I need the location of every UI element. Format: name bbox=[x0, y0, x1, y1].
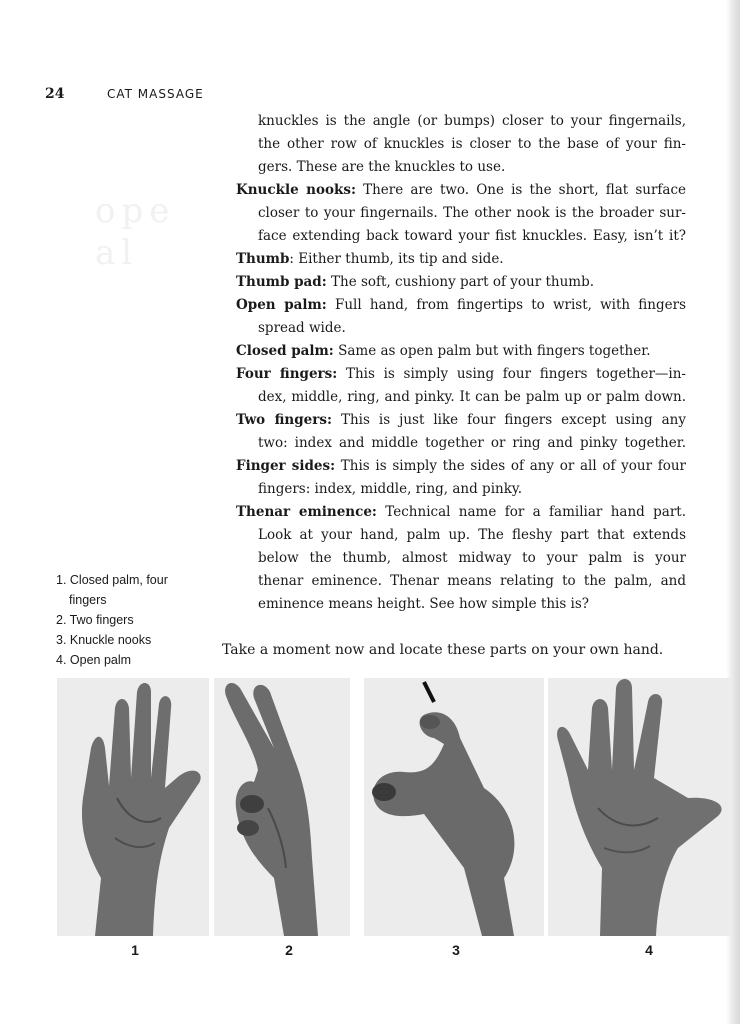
glossary-entry-open-palm bbox=[236, 294, 686, 317]
glossary-entry-two-fingers bbox=[236, 409, 686, 432]
text-line: gers. These are the knuckles to use. bbox=[258, 159, 506, 175]
text-line: thenar eminence. Thenar means relating to the palm, and bbox=[258, 573, 686, 589]
glossary-entry-thumb: Thumb: Either thumb, its tip and side. bbox=[236, 251, 504, 267]
text-line: below the thumb, almost midway to your palm is your bbox=[258, 550, 686, 566]
glossary-entry-thumb-pad bbox=[236, 271, 686, 294]
text-line: closer to your fingernails. The other nook is the broader sur- bbox=[258, 205, 686, 221]
photo-knuckle-nooks bbox=[364, 678, 544, 936]
figure-number: 2 bbox=[285, 942, 293, 958]
text-line: fingers: index, middle, ring, and pinky. bbox=[258, 481, 523, 497]
text-line: the other row of knuckles is closer to the base of your fin- bbox=[258, 136, 686, 152]
text-line: Look at your hand, palm up. The fleshy part that extends bbox=[258, 527, 686, 543]
open-palm-hand-icon bbox=[548, 678, 732, 936]
figure-number: 3 bbox=[452, 942, 460, 958]
photo-open-palm bbox=[548, 678, 732, 936]
glossary-text bbox=[236, 110, 686, 616]
figure-caption-list bbox=[56, 570, 206, 670]
figure-number: 1 bbox=[131, 942, 139, 958]
glossary-entry-knuckle-nooks bbox=[236, 179, 686, 202]
text-line: two: index and middle together or ring and pinky together. bbox=[258, 435, 686, 451]
two-fingers-hand-icon bbox=[214, 678, 350, 936]
caption-item: 3. Knuckle nooks bbox=[56, 633, 152, 647]
definition-text: This is just like four fingers except using any bbox=[340, 412, 686, 428]
term-four-fingers: Four fingers: bbox=[236, 366, 338, 382]
glossary-entry-finger-sides bbox=[236, 455, 686, 478]
caption-item: 1. Closed palm, four bbox=[56, 573, 168, 587]
text-line: eminence means height. See how simple this is? bbox=[258, 596, 590, 612]
definition-text: Technical name for a familiar hand part. bbox=[385, 504, 687, 520]
definition-text: Full hand, from fingertips to wrist, with fingers bbox=[334, 297, 686, 313]
text-line: face extending back toward your fist knuckles. Easy, isn’t it? bbox=[258, 228, 686, 244]
term-thumb: Thumb bbox=[236, 251, 290, 267]
text-line: spread wide. bbox=[258, 320, 346, 336]
text-line: dex, middle, ring, and pinky. It can be palm up or palm down. bbox=[258, 389, 686, 405]
glossary-entry-closed-palm bbox=[236, 340, 686, 363]
term-closed-palm: Closed palm: bbox=[236, 343, 334, 359]
term-thenar-eminence: Thenar eminence: bbox=[236, 504, 377, 520]
definition-text: Either thumb, its tip and side. bbox=[298, 251, 504, 267]
closed-palm-hand-icon bbox=[57, 678, 209, 936]
definition-text: Same as open palm but with fingers together. bbox=[338, 343, 651, 359]
glossary-entry-four-fingers bbox=[236, 363, 686, 386]
caption-item: 2. Two fingers bbox=[56, 613, 134, 627]
definition-text: The soft, cushiony part of your thumb. bbox=[331, 274, 595, 290]
term-open-palm: Open palm: bbox=[236, 297, 327, 313]
page-number: 24 bbox=[45, 86, 65, 102]
caption-item: fingers bbox=[69, 593, 107, 607]
glossary-entry-thenar-eminence bbox=[236, 501, 686, 524]
text-line: knuckles is the angle (or bumps) closer to your fingernails, bbox=[258, 113, 686, 129]
figure-number: 4 bbox=[645, 942, 653, 958]
term-finger-sides: Finger sides: bbox=[236, 458, 336, 474]
bleed-through-text: ope al bbox=[95, 191, 176, 273]
photo-two-fingers bbox=[214, 678, 350, 936]
definition-text: This is simply the sides of any or all of your four bbox=[340, 458, 686, 474]
term-two-fingers: Two fingers: bbox=[236, 412, 332, 428]
definition-text: This is simply using four fingers together—in- bbox=[345, 366, 686, 382]
book-title: CAT MASSAGE bbox=[107, 87, 204, 101]
photo-closed-palm bbox=[57, 678, 209, 936]
term-knuckle-nooks: Knuckle nooks: bbox=[236, 182, 356, 198]
caption-item: 4. Open palm bbox=[56, 653, 132, 667]
term-thumb-pad: Thumb pad: bbox=[236, 274, 327, 290]
instruction-text: Take a moment now and locate these parts on your own hand. bbox=[222, 642, 664, 658]
definition-text: There are two. One is the short, flat surface bbox=[363, 182, 686, 198]
knuckle-nooks-hand-icon bbox=[364, 678, 544, 936]
